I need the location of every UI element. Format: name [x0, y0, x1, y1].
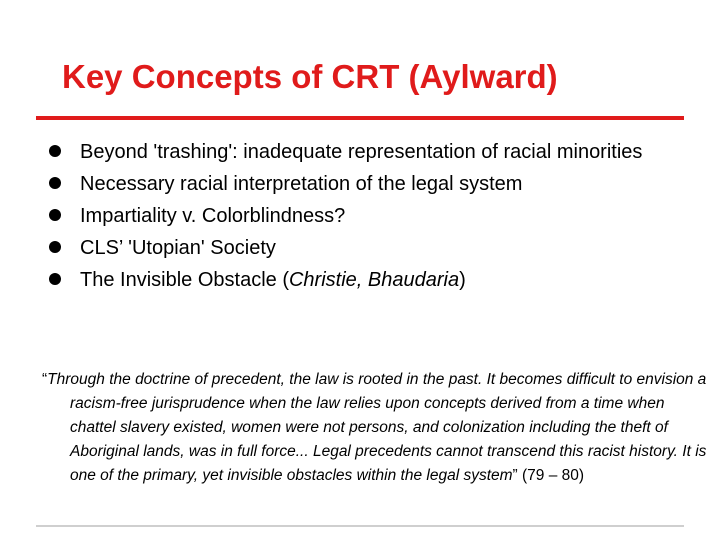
bullet-item: [40, 200, 680, 232]
bullet-text: Impartiality v. Colorblindness?: [80, 205, 346, 227]
quote-block: [42, 368, 710, 488]
title-underline: [36, 116, 684, 120]
bullet-text-citation-names: Christie, Bhaudaria: [288, 269, 460, 291]
bullet-text: CLS’ 'Utopian' Society: [80, 237, 276, 259]
quote-open-mark: “: [42, 371, 48, 388]
quote-body: Through the doctrine of precedent, the law is rooted in the past. It becomes difficult to envision a racism-free jurisprudence when the law relies upon concepts derived from a time when chattel slavery existed, women were not persons, and colonization including the theft of Aboriginal lands, was in full force... Legal precedents cannot transcend this racist history. It is one of the primary, yet invisible obstacles within the legal system: [47, 371, 707, 484]
quote-citation: (79 – 80): [517, 467, 585, 484]
bullet-dot-icon: [49, 209, 61, 221]
bullet-item: [40, 168, 680, 200]
slide-title: Key Concepts of CRT (Aylward): [62, 58, 558, 95]
bullet-dot-icon: [49, 273, 61, 285]
bullet-item: [40, 232, 680, 264]
bullet-text-prefix: The Invisible Obstacle (: [80, 269, 289, 291]
bullet-item: [40, 136, 680, 168]
bullet-item: [40, 264, 680, 296]
footer-divider: [36, 525, 684, 527]
bullet-text-suffix: ): [459, 269, 466, 291]
bullet-dot-icon: [49, 145, 61, 157]
bullet-text: Beyond 'trashing': inadequate representation of racial minorities: [80, 141, 643, 163]
bullet-dot-icon: [49, 241, 61, 253]
quote-close-mark: ”: [512, 467, 518, 484]
bullet-text: Necessary racial interpretation of the legal system: [80, 173, 523, 195]
bullet-dot-icon: [49, 177, 61, 189]
bullet-list: [40, 136, 680, 296]
